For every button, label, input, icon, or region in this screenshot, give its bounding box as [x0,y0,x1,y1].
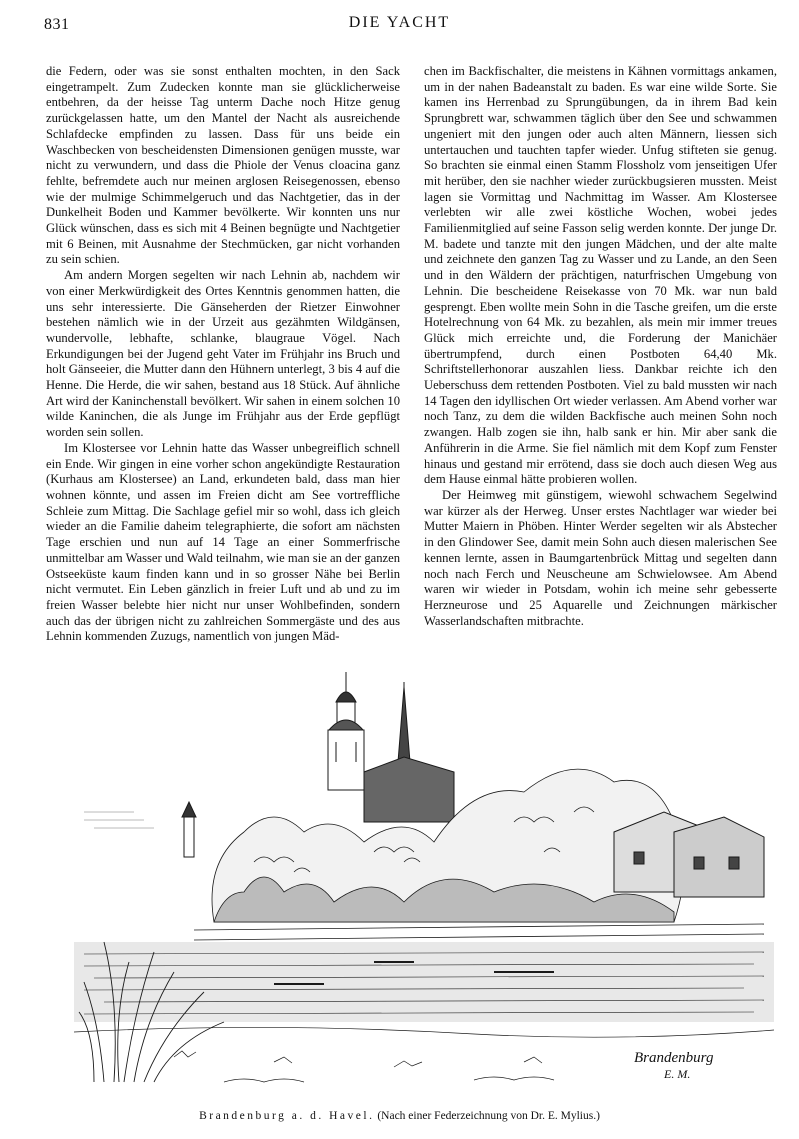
caption-place: Brandenburg a. d. Havel. [199,1110,375,1122]
church-spire [398,682,410,762]
drawing-signature: Brandenburg [634,1050,714,1066]
pen-drawing-brandenburg [74,662,774,1102]
running-head-title: DIE YACHT [348,14,451,31]
sky-hatching [84,812,154,828]
water [74,942,774,1022]
paragraph: die Federn, oder was sie sonst enthalten mochten, in den Sack eingetrampelt. Zum Zudecken konnte man sie glücklicherweise entbehren, da der heisse Tag unterm Dache noch Hitze genug zurückgelassen hatte, um den Mantel der Nacht als ausreichende Schlafdecke empfinden zu lassen. Dass für uns beide ein Waschbecken von bescheidensten Dimensionen genügen musste, war nicht zu verwundern, und dass die Phiole der Venus cloacina ganz fehlte, befremdete auch nur meinen arglosen Reisegenossen, ebenso wie der mulmige Schimmelgeruch und das Nachtgetier, das in der Dunkelheit Boden und Kammer bevölkerte. Wir konnten uns nur Glück wünschen, dass es sich mit 4 Beinen begnügte und Nachtgetier mit 6 Beinen, mit Ausnahme der Stechmücken, gar nicht vorhanden zu sein schien. [46,64,400,267]
paragraph: Der Heimweg mit günstigem, wiewohl schwachem Segelwind war kürzer als der Herweg. Unser erstes Nachtlager war wieder bei Mutter Maiern in Phöben. Hinter Werder segelten wir als Abstecher in den Glindower See, damit mein Sohn auch diesen malerischen See kennen lernte, assen in Baumgartenbrück Mittag und segelten dann noch nach Ferch und Neuscheune am Schwielowsee. Am Abend waren wir wieder in Potsdam, wohin ich meine sehr gebesserte Herzneurose und 25 Aquarelle und Zeichnungen märkischer Wasserlandschaften mitbrachte. [424,487,777,628]
drawing-initials: E. M. [664,1067,691,1081]
distant-tower [182,802,196,857]
church-tower [328,672,364,790]
figure-caption [0,1110,799,1122]
right-column [424,64,777,629]
paragraph: Im Klostersee vor Lehnin hatte das Wasser unbegreiflich schnell ein Ende. Wir gingen in eine vorher schon angekündigte Restauration (Kurhaus am Klostersee) an Land, erkundeten bald, dass man hier wohnen könnte, und assen im Freien dicht am See vortreffliche Schleie zum Mittag. Die Sachlage gefiel mir so wohl, dass ich gleich wieder an die Familie daheim telegraphierte, die sofort am nächsten Tage erschien und nun auf 14 Tage an einer Sommerfrische unmittelbar am Wasser und Wald teilnahm, wie man sie an der ganzen Ostseeküste kaum finden kann und in so grosser Nähe bei Berlin nicht vermutet. Ein Leben gänzlich in freier Luft und ab und zu im freien Wasser belebte hier nicht nur unser Wohlbefinden, sondern auch das der übrigen nicht zu zahlreichen Sommergäste und des aus Lehnin kommenden Zuzugs, namentlich von jungen Mäd- [46,440,400,644]
paragraph: Am andern Morgen segelten wir nach Lehnin ab, nachdem wir von einer Merkwürdigkeit des Ortes Kenntnis genommen hatten, die uns sehr interessierte. Die Gänseherden der Rietzer Einwohner bestehen nämlich wie in der Urzeit aus gezähmten Wildgänsen, wundervolle, lebhafte, schlanke, blaugraue Vögel. Nach Erkundigungen bei der Jugend geht Vater im Frühjahr ins Bruch und holt Gänseeier, die Mutter dann den Hühnern unterlegt, 3 bis 4 auf die Henne. Die Herde, die wir sahen, bestand aus 18 Stück. Auf ähnliche Art wird der Kaninchenstall bevölkert. Wir sahen in einem solchen 10 wilde Kaninchen, die als Junge im Frühjahr aus der Erde gepflügt worden sein sollen. [46,268,400,440]
fence [194,924,764,940]
church-roof [364,757,454,822]
left-column [46,64,400,645]
houses [614,812,764,897]
paragraph: chen im Backfischalter, die meistens in Kähnen vormittags ankamen, um in der nahen Badeanstalt zu baden. Es war eine wilde Sorte. Sie kamen ins Herrenbad zu Sprungübungen, da in ihrem Bad kein Sprungbrett war, schwammen täglich über den See und schwammen ungeniert mit den jungen oder auch alten Männern, liessen sich untertauchen und tauchten tapfer wieder. Unfug stifteten sie genug. So brachten sie einmal einen Stamm Flossholz vom jenseitigen Ufer mit herüber, den sie nachher wieder zurückbugsieren mussten. Meist lagen sie Vormittag und Nachmittag im Wasser. Am Klostersee verlebten wir alle zwei köstliche Wochen, wobei jedes Familienmitglied auf seine Fasson selig werden konnte. Der junge Dr. M. badete und tanzte mit den jungen Mädchen, und der alte malte und zeichnete den ganzen Tag zu Wasser und zu Lande, an den Seen und in den Wäldern der prächtigen, naturfrischen Umgebung von Lehnin. Die bescheidene Reisekasse von 70 Mk. war nun bald gesprengt. Eben wollte mein Sohn in die Tasche greifen, um die erste Hotelrechnung von 64 Mk. zu bezahlen, als mein mir immer treues Glück mich erreichte und, die Forderung der Manichäer übertrumpfend, durch einen Postboten 64,40 Mk. Schriftstellerhonorar auszahlen liess. Dankbar reichte ich den Ueberschuss dem rettenden Postboten. Viel zu bald mussten wir nach 14 Tagen den idyllischen Ort wieder verlassen. Am Abend vorher war noch Tanz, zu dem die wilden Backfische auch meinen Sohn noch zwangen. Halb zogen sie ihn, halb sank er hin. Mir aber sank die Anführerin in die Arme. Sie fiel nämlich mit dem Kopf zum Fenster hinaus und gestand mir errötend, dass sie doch auch diesen Weg aus dem Hause einmal hätte probieren wollen. [424,64,777,487]
caption-credit: (Nach einer Federzeichnung von Dr. E. Mylius.) [377,1110,600,1122]
page-number: 831 [44,16,70,33]
